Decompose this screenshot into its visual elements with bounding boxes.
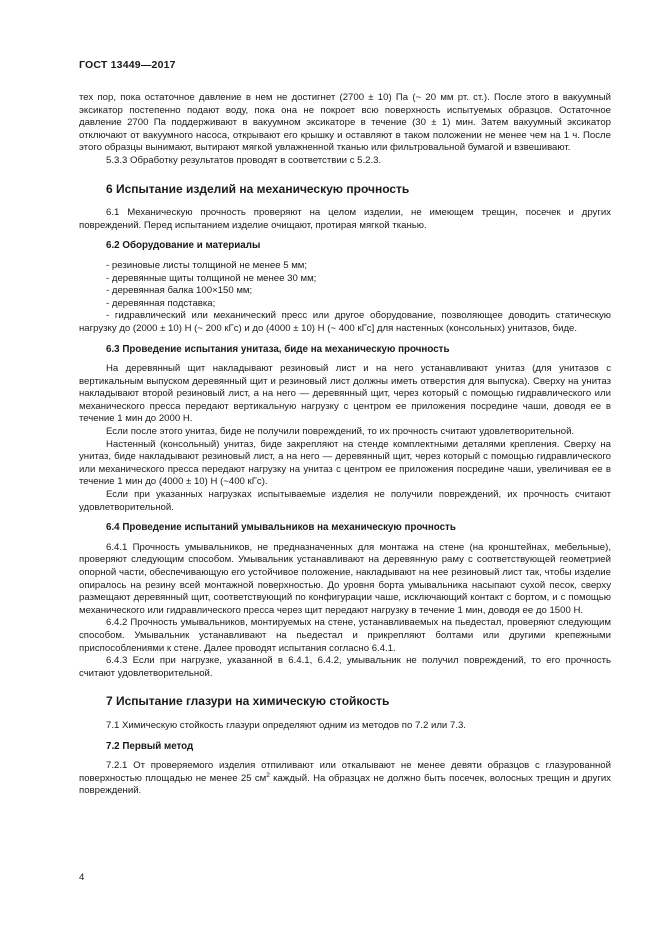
page-number: 4 <box>79 872 85 883</box>
section-heading-7: 7 Испытание глазури на химическую стойкость <box>106 694 390 709</box>
paragraph: тех пор, пока остаточное давление в нем не достигнет (2700 ± 10) Па (~ 20 мм рт. ст.). После этого в вакуумный эксикатор постепенно подают воду, пока она не покроет всю поверхность испытуемых образцов. Остаточное давление 2700 Па поддерживают в вакуумном эксикаторе в течение (30 ± 1) мин. Затем вакуумный эксикатор отключают от вакуумного насоса, открывают его крышку и оставляют в таком положении не менее чем на 1 ч. После этого образцы вынимают, вытирают мягкой увлажненной тканью или фильтровальной бумагой и взвешивают. <box>79 92 611 154</box>
paragraph <box>79 760 611 798</box>
subsection-heading-6-4: 6.4 Проведение испытаний умывальников на механическую прочность <box>106 522 456 534</box>
section-heading-6: 6 Испытание изделий на механическую прочность <box>106 181 410 196</box>
page-content <box>79 92 611 798</box>
text-run: каждый. На образцах не должно быть посечек, волосных трещин и других повреждений. <box>79 772 611 797</box>
paragraph: Настенный (консольный) унитаз, биде закрепляют на стенде комплектными деталями крепления. Сверху на унитаз, биде накладывают резиновый лист, а на него — деревянный щит, через который с помощью гидравлического или механического пресса передают нагрузку на унитаз с центром ее приложения посредине чаши, увеличивая ее в течение 1 мин до (4000 ± 10) Н (~400 кГс). <box>79 438 611 488</box>
paragraph: Если после этого унитаз, биде не получили повреждений, то их прочность считают удовлетворительной. <box>106 426 575 438</box>
paragraph: 6.4.3 Если при нагрузке, указанной в 6.4.1, 6.4.2, умывальник не получил повреждений, то его прочность считают удовлетворительной. <box>79 655 611 679</box>
list-item: - гидравлический или механический пресс или другое оборудование, позволяющее доводить статическую нагрузку до (2000 ± 10) Н (~ 200 кГс) и до (4000 ± 10) Н (~ 400 кГс] для настенных (консольных) унитазов, биде. <box>79 310 611 334</box>
paragraph: 6.4.2 Прочность умывальников, монтируемых на стене, устанавливаемых на пьедестал, проверяют следующим способом. Умывальник устанавливают на пьедестал и прикрепляют болтами или другими крепежными приспособлениями к стене. Далее проводят испытания согласно 6.4.1. <box>79 617 611 654</box>
list-item: - деревянная подставка; <box>106 297 216 309</box>
paragraph: Если при указанных нагрузках испытываемые изделия не получили повреждений, их прочность считают удовлетворительной. <box>79 489 611 513</box>
paragraph: 6.1 Механическую прочность проверяют на целом изделии, не имеющем трещин, посечек и других повреждений. Перед испытанием изделие очищают, протирая мягкой тканью. <box>79 207 611 231</box>
subsection-heading-6-2: 6.2 Оборудование и материалы <box>106 240 261 252</box>
text-run: 7.2.1 От проверяемого изделия отпиливают или откалывают не менее девяти образцов с глазурованной поверхностью площадью не менее 25 см <box>79 760 611 784</box>
paragraph: 6.4.1 Прочность умывальников, не предназначенных для монтажа на стене (на кронштейнах, мебельные), проверяют следующим способом. Умывальник устанавливают на деревянную раму с соответствующей геометрией опорной части, обеспечивающую его устойчивое положение, накладывают на нее резиновый лист так, чтобы изделие опиралось на резину всей монтажной поверхностью. До уровня борта умывальника насыпают сухой песок, сверху размещают деревянный щит, соответствующий по конфигурации чаше, исключающий контакт с бортом, и с помощью механического или гидравлического пресса через щит передают нагрузку в течение 1 мин, доводя ее до 1500 Н. <box>79 541 611 616</box>
subsection-heading-6-3: 6.3 Проведение испытания унитаза, биде на механическую прочность <box>106 343 450 355</box>
superscript: 2 <box>266 771 270 779</box>
list-item: - резиновые листы толщиной не менее 5 мм; <box>106 259 308 271</box>
paragraph: 7.1 Химическую стойкость глазури определяют одним из методов по 7.2 или 7.3. <box>106 719 466 731</box>
document-header: ГОСТ 13449—2017 <box>79 59 176 71</box>
paragraph: 5.3.3 Обработку результатов проводят в соответствии с 5.2.3. <box>106 154 382 166</box>
list-item: - деревянные щиты толщиной не менее 30 мм; <box>106 272 317 284</box>
subsection-heading-7-2: 7.2 Первый метод <box>106 740 194 752</box>
list-item: - деревянная балка 100×150 мм; <box>106 285 253 297</box>
paragraph: На деревянный щит накладывают резиновый лист и на него устанавливают унитаз (для унитазов с вертикальным выпуском деревянный щит и резиновый лист должны иметь отверстия для выпуска). Сверху на унитаз накладывают второй резиновый лист, а на него — деревянный щит, через который с помощью гидравлического или механического пресса передают вертикальную нагрузку с центром ее приложения посредине чаши, доводя ее в течение 1 мин до 2000 Н. <box>79 363 611 425</box>
